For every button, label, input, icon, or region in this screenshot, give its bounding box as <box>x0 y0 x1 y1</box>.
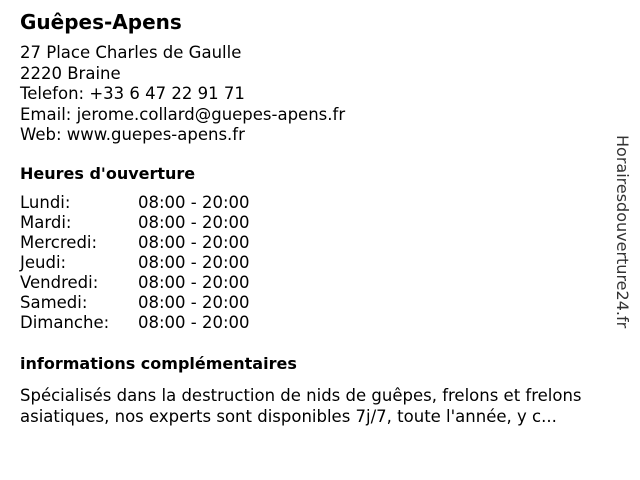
opening-hours-heading: Heures d'ouverture <box>20 164 196 183</box>
day-label: Jeudi: <box>20 253 67 272</box>
time-range: 08:00 - 20:00 <box>138 213 250 232</box>
time-range: 08:00 - 20:00 <box>138 233 250 252</box>
site-watermark: Horairesdouverture24.fr <box>613 135 632 329</box>
opening-hours-table <box>20 193 250 333</box>
hours-row-monday <box>20 193 250 213</box>
hours-row-friday <box>20 273 250 293</box>
contact-block <box>20 43 345 146</box>
additional-info-heading: informations complémentaires <box>20 354 297 373</box>
day-label: Mercredi: <box>20 233 98 252</box>
time-range: 08:00 - 20:00 <box>138 273 250 292</box>
business-name: Guêpes-Apens <box>20 10 182 34</box>
day-label: Dimanche: <box>20 313 110 332</box>
web-line: Web: www.guepes-apens.fr <box>20 125 245 144</box>
hours-row-tuesday <box>20 213 250 233</box>
day-label: Lundi: <box>20 193 71 212</box>
hours-row-thursday <box>20 253 250 273</box>
address-street: 27 Place Charles de Gaulle <box>20 43 242 62</box>
hours-row-saturday <box>20 293 250 313</box>
time-range: 08:00 - 20:00 <box>138 253 250 272</box>
phone-line: Telefon: +33 6 47 22 91 71 <box>20 84 245 103</box>
hours-row-wednesday <box>20 233 250 253</box>
business-description: Spécialisés dans la destruction de nids de guêpes, frelons et frelons asiatiques, nos experts sont disponibles 7j/7, toute l'année, y c... <box>20 386 582 426</box>
day-label: Vendredi: <box>20 273 99 292</box>
day-label: Mardi: <box>20 213 72 232</box>
time-range: 08:00 - 20:00 <box>138 293 250 312</box>
address-city: 2220 Braine <box>20 63 121 83</box>
day-label: Samedi: <box>20 293 88 312</box>
time-range: 08:00 - 20:00 <box>138 313 250 332</box>
email-line: Email: jerome.collard@guepes-apens.fr <box>20 104 346 124</box>
hours-row-sunday <box>20 313 250 333</box>
time-range: 08:00 - 20:00 <box>138 193 250 212</box>
